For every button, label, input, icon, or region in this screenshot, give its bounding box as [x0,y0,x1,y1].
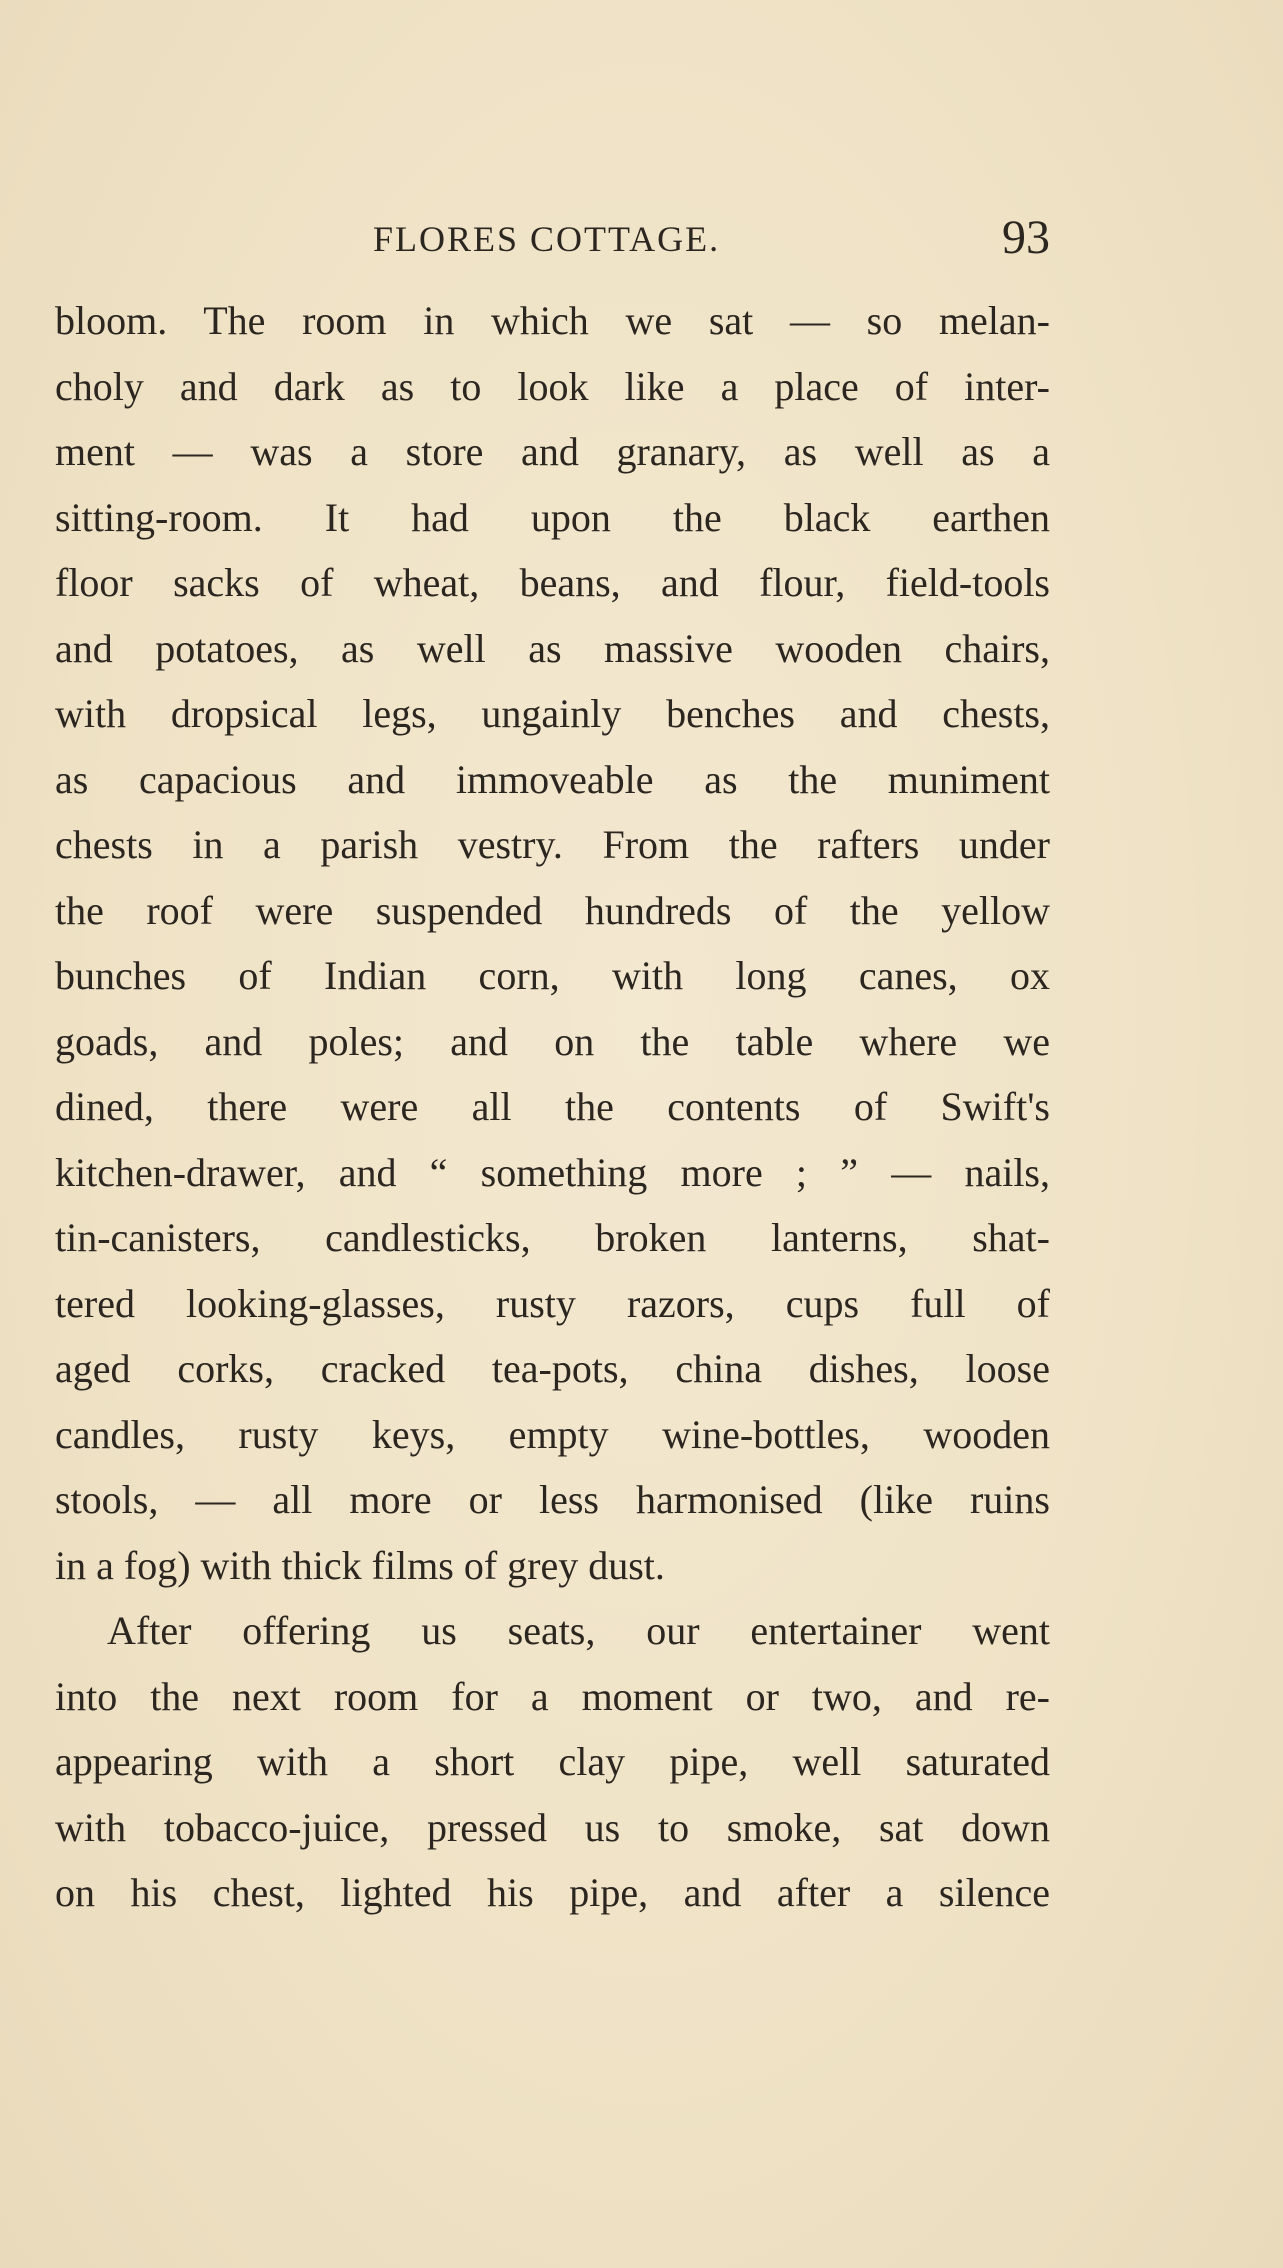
text-line: ment — was a store and granary, as well as a [55,429,1050,474]
text-line: and potatoes, as well as massive wooden chairs, [55,625,1050,671]
text-line: in a fog) with thick films of grey dust. [55,1542,665,1588]
text-line: aged corks, cracked tea-pots, china dishes, loose [55,1346,1050,1391]
text-line: with dropsical legs, ungainly benches and chests, [55,691,1050,736]
text-line: with tobacco-juice, pressed us to smoke, sat down [55,1804,1050,1850]
text-line: as capacious and immoveable as the muniment [55,756,1050,802]
text-line: candles, rusty keys, empty wine-bottles, wooden [55,1411,1050,1457]
text-line: kitchen-drawer, and “ something more ; ” — nails, [55,1149,1050,1195]
text-line: dined, there were all the contents of Swift's [55,1084,1050,1129]
text-line: appearing with a short clay pipe, well saturated [55,1739,1050,1784]
text-line: chests in a parish vestry. From the rafters under [55,822,1050,867]
text-line: tered looking-glasses, rusty razors, cups full of [55,1280,1050,1326]
text-line: sitting-room. It had upon the black earthen [55,494,1050,540]
paragraph-2 [55,1598,1050,1926]
running-title: FLORES COTTAGE. [373,219,721,259]
text-line: the roof were suspended hundreds of the yellow [55,887,1050,933]
text-line: goads, and poles; and on the table where we [55,1018,1050,1064]
text-line: bunches of Indian corn, with long canes, ox [55,953,1050,998]
text-line: into the next room for a moment or two, and re- [55,1673,1050,1719]
paragraph-1 [55,288,1050,1598]
page-number: 93 [1002,211,1050,264]
text-line: bloom. The room in which we sat — so melan- [55,298,1050,343]
text-line: floor sacks of wheat, beans, and flour, field-tools [55,560,1050,605]
text-line: stools, — all more or less harmonised (like ruins [55,1477,1050,1522]
text-line: choly and dark as to look like a place of inter- [55,363,1050,409]
text-line: After offering us seats, our entertainer went [107,1608,1050,1653]
body-text [55,288,1050,1926]
page-header [55,210,1050,270]
text-line: tin-canisters, candlesticks, broken lanterns, shat- [55,1215,1050,1260]
text-line: on his chest, lighted his pipe, and after a silence [55,1870,1050,1915]
